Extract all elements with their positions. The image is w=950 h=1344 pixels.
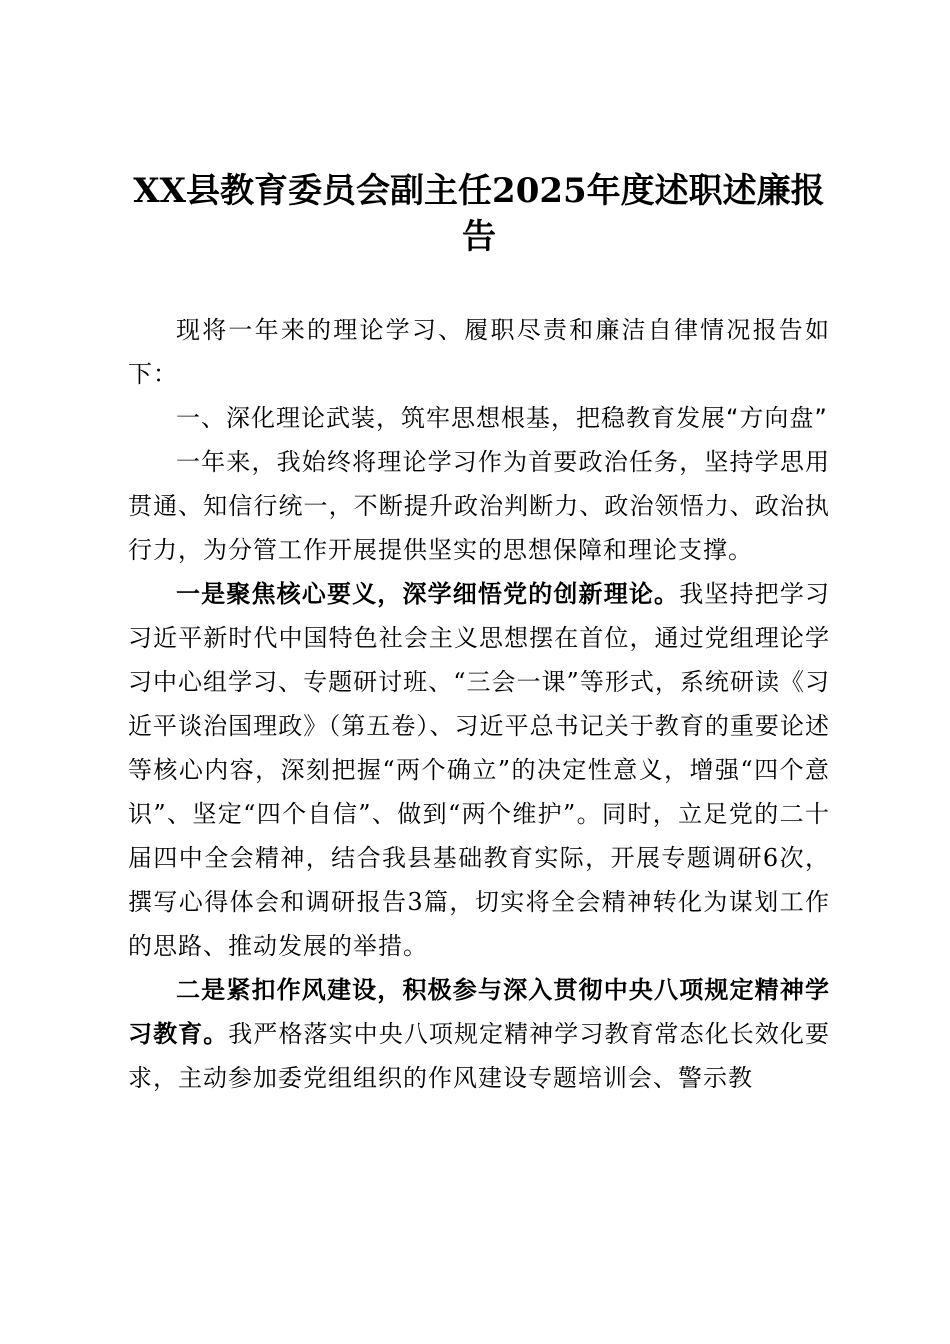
intro-paragraph: 现将一年来的理论学习、履职尽责和廉洁自律情况报告如下：	[128, 316, 830, 388]
document-title: XX县教育委员会副主任2025年度述职述廉报告	[133, 171, 825, 257]
item-text-1: 我坚持把学习习近平新时代中国特色社会主义思想摆在首位，通过党组理论学习中心组学习、专题研讨班、“三会一课”等形式，系统研读《习近平谈治国理政》（第五卷）、习近平总书记关于教育的重要论述等核心内容，深刻把握“两个确立”的决定性意义，增强“四个意识”、坚定“四个自信”、做到“两个维护”。同时，立足党的二十届四中全会精神，结合我县基础教育实际，开展专题调研6次，撰写心得体会和调研报告3篇，切实将全会精神转化为谋划工作的思路、推动发展的举措。	[128, 580, 831, 960]
item-paragraph-2	[128, 968, 830, 1100]
item-paragraph-1	[128, 572, 830, 968]
document-body	[128, 308, 830, 1100]
item-lead-2: 二是紧扣作风建设，积极参与深入贯彻中央八项规定精神学习教育。	[128, 975, 830, 1048]
item-text-2: 我严格落实中央八项规定精神学习教育常态化长效化要求，主动参加委党组组织的作风建设专题培训会、警示教	[128, 1020, 830, 1092]
section-paragraph: 一年来，我始终将理论学习作为首要政治任务，坚持学思用贯通、知信行统一，不断提升政治判断力、政治领悟力、政治执行力，为分管工作开展提供坚实的思想保障和理论支撑。	[128, 448, 830, 564]
section-heading: 一、深化理论武装，筑牢思想根基，把稳教育发展“方向盘”	[176, 404, 828, 432]
item-lead-1: 一是聚焦核心要义，深学细悟党的创新理论。	[176, 579, 680, 608]
